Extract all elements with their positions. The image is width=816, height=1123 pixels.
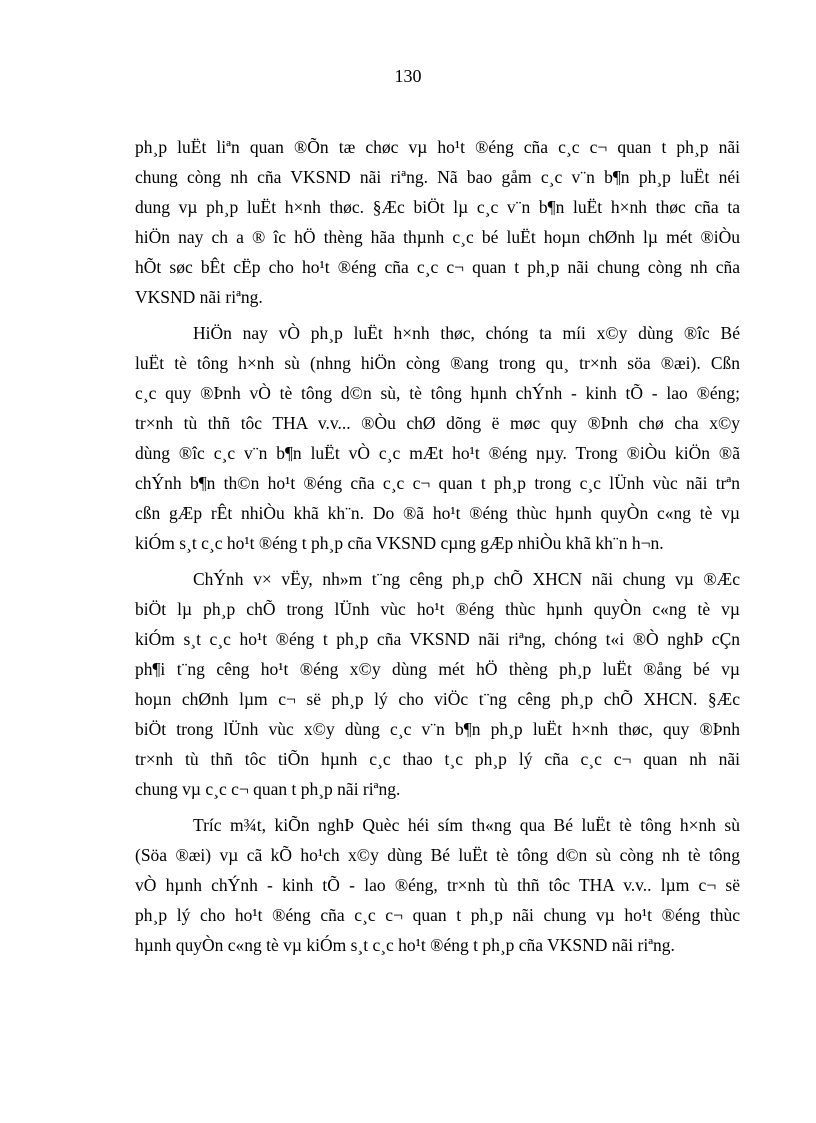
text-line: chÝnh b¶n th©n ho¹t ®éng cña c¸c c¬ quan t ph¸p trong c¸c lÜnh vùc nãi trªn	[135, 473, 740, 493]
text-line: ph¸p lý cho ho¹t ®éng cña c¸c c¬ quan t ph¸p nãi chung vµ ho¹t ®éng thùc	[135, 905, 740, 925]
text-line: kiÓm s¸t c¸c ho¹t ®éng t ph¸p cña VKSND nãi riªng, chóng t«i ®Ò nghÞ cÇn	[135, 629, 740, 649]
text-line: hoµn chØnh lµm c¬ së ph¸p lý cho viÖc t¨ng cêng ph¸p chÕ XHCN. §Æc	[135, 689, 740, 709]
text-line: ph¶i t¨ng cêng ho¹t ®éng x©y dùng mét hÖ thèng ph¸p luËt ®ång bé vµ	[135, 659, 740, 679]
text-line: hÕt søc bÊt cËp cho ho¹t ®éng cña c¸c c¬ quan t ph¸p nãi chung còng nh cña	[135, 257, 740, 277]
text-line: tr×nh tù thñ tôc tiÕn hµnh c¸c thao t¸c ph¸p lý cña c¸c c¬ quan nh nãi	[135, 749, 740, 769]
text-line: luËt tè tông h×nh sù (nhng hiÖn còng ®ang trong qu¸ tr×nh söa ®æi). Cßn	[135, 353, 740, 373]
body-text	[135, 132, 740, 960]
text-line: chung vµ c¸c c¬ quan t ph¸p nãi riªng.	[135, 779, 401, 799]
text-line: hiÖn nay ch a ® îc hÖ thèng hãa thµnh c¸c bé luËt hoµn chØnh lµ mét ®iÒu	[135, 227, 740, 247]
text-line: tr×nh tù thñ tôc THA v.v... ®Òu chØ dõng ë møc quy ®Þnh chø cha x©y	[135, 413, 740, 433]
paragraph	[135, 318, 740, 558]
text-line: HiÖn nay vÒ ph¸p luËt h×nh thøc, chóng ta míi x©y dùng ®îc Bé	[193, 323, 740, 343]
text-line: chung còng nh cña VKSND nãi riªng. Nã bao gåm c¸c v¨n b¶n ph¸p luËt néi	[135, 167, 740, 187]
text-line: dùng ®îc c¸c v¨n b¶n luËt vÒ c¸c mÆt ho¹t ®éng nµy. Trong ®iÒu kiÖn ®ã	[135, 443, 740, 463]
text-line: biÖt trong lÜnh vùc x©y dùng c¸c v¨n b¶n ph¸p luËt h×nh thøc, quy ®Þnh	[135, 719, 740, 739]
text-line: dung vµ ph¸p luËt h×nh thøc. §Æc biÖt lµ c¸c v¨n b¶n luËt h×nh thøc cña ta	[135, 197, 740, 217]
text-line: kiÓm s¸t c¸c ho¹t ®éng t ph¸p cña VKSND cµng gÆp nhiÒu khã kh¨n h¬n.	[135, 533, 664, 553]
text-line: (Söa ®æi) vµ cã kÕ ho¹ch x©y dùng Bé luËt tè tông d©n sù còng nh tè tông	[135, 845, 740, 865]
text-line: c¸c quy ®Þnh vÒ tè tông d©n sù, tè tông hµnh chÝnh - kinh tÕ - lao ®éng;	[135, 383, 740, 403]
paragraph	[135, 132, 740, 312]
text-line: hµnh quyÒn c«ng tè vµ kiÓm s¸t c¸c ho¹t ®éng t ph¸p cña VKSND nãi riªng.	[135, 935, 675, 955]
text-line: cßn gÆp rÊt nhiÒu khã kh¨n. Do ®ã ho¹t ®éng thùc hµnh quyÒn c«ng tè vµ	[135, 503, 740, 523]
page-number: 130	[394, 66, 422, 86]
text-line: biÖt lµ ph¸p chÕ trong lÜnh vùc ho¹t ®éng thùc hµnh quyÒn c«ng tè vµ	[135, 599, 740, 619]
text-line: ChÝnh v× vËy, nh»m t¨ng cêng ph¸p chÕ XHCN nãi chung vµ ®Æc	[193, 569, 740, 589]
paragraph	[135, 810, 740, 960]
text-line: vÒ hµnh chÝnh - kinh tÕ - lao ®éng, tr×nh tù thñ tôc THA v.v.. lµm c¬ së	[135, 875, 740, 895]
text-line: Tríc m¾t, kiÕn nghÞ Quèc héi sím th«ng qua Bé luËt tè tông h×nh sù	[193, 815, 740, 835]
text-line: ph¸p luËt liªn quan ®Õn tæ chøc vµ ho¹t ®éng cña c¸c c¬ quan t ph¸p nãi	[135, 137, 740, 157]
text-line: VKSND nãi riªng.	[135, 287, 263, 307]
paragraph	[135, 564, 740, 804]
